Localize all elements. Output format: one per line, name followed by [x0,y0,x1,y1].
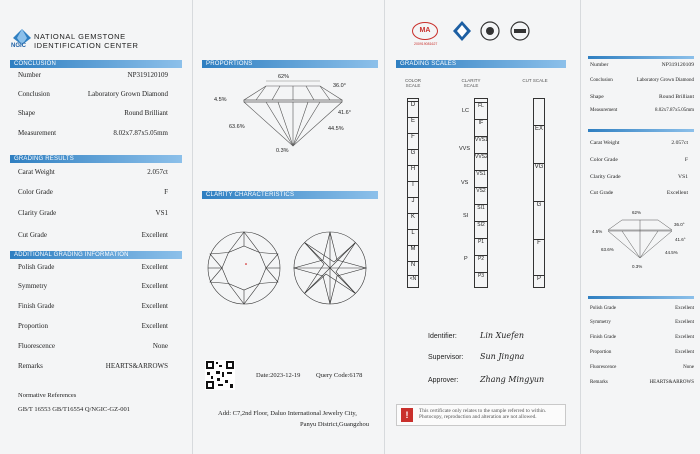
clarity-group-label: LC [462,108,470,114]
color-scale-title: COLOR SCALE [404,78,421,88]
summary-table-percent: 62% [632,210,642,215]
color-grade-cell: H [408,165,418,172]
clarity-group-label: P [464,256,468,262]
summary-pavilion-depth: 44.5% [665,250,678,255]
summary-row: Number NP319120109 [590,62,694,68]
grading-row: Color Grade F [18,188,168,196]
legal-notice: ! This certificate only relates to the sample referred to within. Photocopy, reproduction and alteration are not allowed. [396,404,566,426]
summary-accent-bar [588,56,694,59]
clarity-group-label: VS [461,180,469,186]
color-grade-cell: F [408,133,418,140]
identifier-label: Identifier: [428,333,457,340]
conclusion-header: CONCLUSION [10,60,182,68]
girdle-thickness: 0.3% [276,148,289,154]
summary-crown-height: 4.5% [592,229,603,234]
summary-girdle: 0.3% [632,264,643,269]
summary-row: Carat Weight 2.057ct [590,140,688,146]
ngic-abbr: NGIC [11,43,26,49]
color-grade-cell: N [408,261,418,268]
color-scale-column [407,98,419,288]
cut-grade-cell: P [534,275,544,282]
conclusion-row: Measurement 8.02x7.87x5.05mm [18,129,168,137]
clarity-grade-cell: IF [475,119,487,126]
conclusion-row: Number NP319120109 [18,71,168,79]
proportions-diagram [238,72,348,152]
summary-row: Polish Grade Excellent [590,306,694,311]
supervisor-label: Supervisor: [428,354,464,361]
clarity-grade-cell: VVS2 [475,154,488,160]
fold-line [192,0,193,454]
proportions-header: PROPORTIONS [202,60,378,68]
address-line1: Add: C7,2nd Floor, Daluo International Jewelry City, [218,410,357,417]
summary-row: Symmetry Excellent [590,320,694,325]
color-grade-cell: G [408,149,418,156]
clarity-grade-cell: FL [475,102,487,109]
color-grade-cell: E [408,117,418,124]
color-grade-cell: K [408,213,418,220]
identifier-signature: Lin Xuefen [480,331,524,340]
grading-scales-header: GRADING SCALES [396,60,566,68]
fold-line [580,0,581,454]
pavilion-angle: 41.6° [338,110,351,116]
crown-height: 4.5% [214,97,227,103]
additional-row: Proportion Excellent [18,322,168,330]
clarity-grade-cell: SI2 [475,221,487,228]
summary-row: Remarks HEARTS&ARROWS [590,380,694,385]
crown-plot-diagram [206,230,282,306]
summary-row: Measurement 8.02x7.87x5.05mm [590,108,694,113]
conclusion-row: Conclusion Laboratory Grown Diamond [18,90,168,98]
summary-row: Fluorescence None [590,365,694,370]
summary-row: Clarity Grade VS1 [590,174,688,180]
summary-crown-angle: 36.0° [674,222,685,227]
pavilion-depth: 44.5% [328,126,344,132]
summary-row: Cut Grade Excellent [590,190,688,196]
query-code: Query Code:6178 [316,372,363,379]
summary-row: Proportion Excellent [590,350,694,355]
additional-row: Fluorescence None [18,342,168,350]
color-grade-cell: L [408,229,418,236]
pavilion-plot-diagram [292,230,368,306]
approver-label: Approver: [428,377,459,384]
clarity-grade-cell: P1 [475,238,487,245]
normative-refs: GB/T 16553 GB/T16554 Q/NGIC-GZ-001 [18,406,131,413]
summary-row: Conclusion Laboratory Grown Diamond [590,78,694,83]
cut-grade-cell: VG [534,164,544,170]
accreditation-badge-icon [510,20,530,42]
clarity-grade-cell: VS1 [476,171,486,177]
supervisor-signature: Sun Jingna [480,352,525,361]
color-grade-cell: D [408,101,418,108]
additional-header: ADDITIONAL GRADING INFORMATION [10,251,182,259]
cut-grade-cell: F [534,239,544,246]
table-percent: 62% [278,74,290,80]
summary-accent-bar [588,129,694,132]
warning-icon: ! [401,408,413,422]
qr-code[interactable] [205,360,235,390]
summary-pavilion-angle: 41.6° [675,237,686,242]
summary-total-depth: 63.6% [601,247,614,252]
crown-angle: 36.0° [333,83,346,89]
color-grade-cell: J [408,197,418,204]
additional-row: Polish Grade Excellent [18,263,168,271]
fold-line [384,0,385,454]
clarity-grade-cell: P3 [475,272,487,279]
clarity-scale-column [474,98,488,288]
normative-title: Normative References [18,392,77,399]
summary-row: Color Grade F [590,157,688,163]
clarity-scale-title: CLARITY SCALE [461,78,481,88]
grading-row: Carat Weight 2.057ct [18,168,168,176]
org-name: NATIONAL GEMSTONE IDENTIFICATION CENTER [34,32,139,50]
additional-row: Symmetry Excellent [18,282,168,290]
issue-date: Date:2023-12-19 [256,372,301,379]
ilac-seal-icon [480,20,500,42]
address-line2: Panyu District,Guangzhou [300,421,369,428]
cut-scale-column [533,98,545,288]
cma-code: 200919081627 [414,42,438,46]
clarity-characteristics-header: CLARITY CHARACTERISTICS [202,191,378,199]
summary-accent-bar [588,296,694,299]
color-grade-cell: <N [409,276,417,282]
grading-row: Cut Grade Excellent [18,231,168,239]
additional-row: Finish Grade Excellent [18,302,168,310]
clarity-grade-cell: VS2 [476,188,486,194]
total-depth: 63.6% [229,124,245,130]
clarity-group-label: VVS [459,146,471,152]
additional-row: Remarks HEARTS&ARROWS [18,362,168,370]
conclusion-row: Shape Round Brilliant [18,109,168,117]
clarity-grade-cell: SI1 [475,204,487,211]
approver-signature: Zhang Mingyun [480,375,545,384]
grading-results-header: GRADING RESULTS [10,155,182,163]
summary-row: Finish Grade Excellent [590,335,694,340]
clarity-grade-cell: VVS1 [475,137,488,143]
cnas-diamond-icon [452,20,472,42]
summary-row: Shape Round Brilliant [590,94,694,100]
clarity-grade-cell: P2 [475,255,487,262]
cut-grade-cell: EX [534,126,543,132]
color-grade-cell: M [408,245,418,252]
cma-logo: MA [412,22,438,40]
color-grade-cell: I [408,181,418,188]
clarity-group-label: SI [463,213,469,219]
grading-row: Clarity Grade VS1 [18,209,168,217]
cut-scale-title: CUT SCALE [522,78,548,83]
cut-grade-cell: G [534,201,544,208]
